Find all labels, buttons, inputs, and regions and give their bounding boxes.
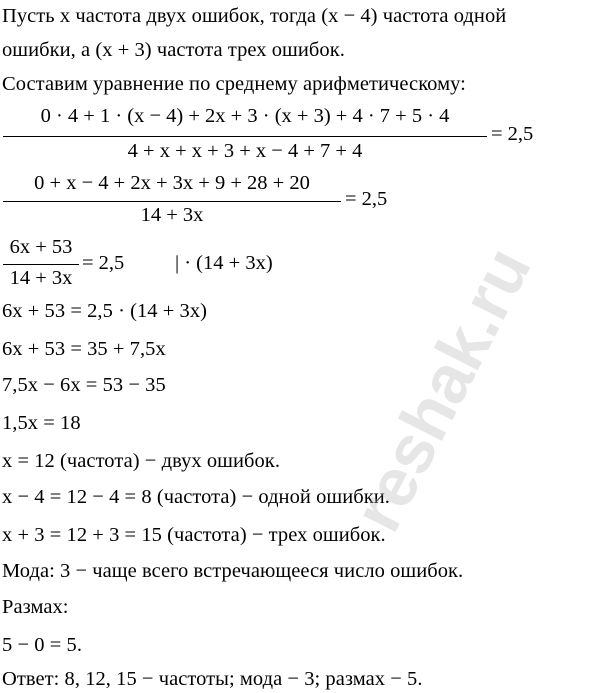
fraction-3-numerator: 6x + 53	[9, 236, 73, 258]
watermark: reshak.ru	[338, 235, 546, 543]
fraction-3-rhs: = 2,5	[82, 252, 125, 274]
fraction-2-numerator: 0 + x − 4 + 2x + 3x + 9 + 28 + 20	[34, 172, 310, 194]
text-line-result-2: x − 4 = 12 − 4 = 8 (частота) − одной ошибки.	[2, 486, 390, 508]
text-line-answer: Ответ: 8, 12, 15 − частоты; мода − 3; размах − 5.	[2, 668, 423, 690]
fraction-1-denominator: 4 + x + x + 3 + x − 4 + 7 + 4	[127, 140, 363, 162]
fraction-1-numerator: 0 · 4 + 1 · (x − 4) + 2x + 3 · (x + 3) + 4 · 7 + 5 · 4	[40, 105, 450, 127]
fraction-2-bar	[3, 201, 341, 202]
fraction-1-bar	[3, 136, 487, 137]
text-line-intro-3: Составим уравнение по среднему арифметическому:	[2, 73, 466, 95]
fraction-1-rhs: = 2,5	[491, 123, 534, 145]
text-line-intro-1: Пусть x частота двух ошибок, тогда (x − 4) частота одной	[2, 5, 507, 27]
text-line-result-3: x + 3 = 12 + 3 = 15 (частота) − трех ошибок.	[2, 524, 386, 546]
fraction-3-denominator: 14 + 3x	[9, 267, 73, 289]
fraction-3-multiplier: | · (14 + 3x)	[175, 252, 273, 274]
text-line-result-1: x = 12 (частота) − двух ошибок.	[2, 450, 280, 472]
text-line-range-label: Размах:	[2, 596, 69, 618]
text-line-intro-2: ошибки, а (x + 3) частота трех ошибок.	[2, 39, 345, 61]
text-line-range-calc: 5 − 0 = 5.	[2, 634, 82, 656]
text-line-step-2: 6x + 53 = 35 + 7,5x	[2, 338, 166, 360]
fraction-2-denominator: 14 + 3x	[140, 204, 204, 226]
text-line-mode: Мода: 3 − чаще всего встречающееся число ошибок.	[2, 560, 464, 582]
text-line-step-1: 6x + 53 = 2,5 · (14 + 3x)	[2, 300, 208, 322]
fraction-3-bar	[3, 264, 79, 265]
text-line-step-4: 1,5x = 18	[2, 412, 81, 434]
fraction-2-rhs: = 2,5	[345, 188, 388, 210]
text-line-step-3: 7,5x − 6x = 53 − 35	[2, 374, 166, 396]
